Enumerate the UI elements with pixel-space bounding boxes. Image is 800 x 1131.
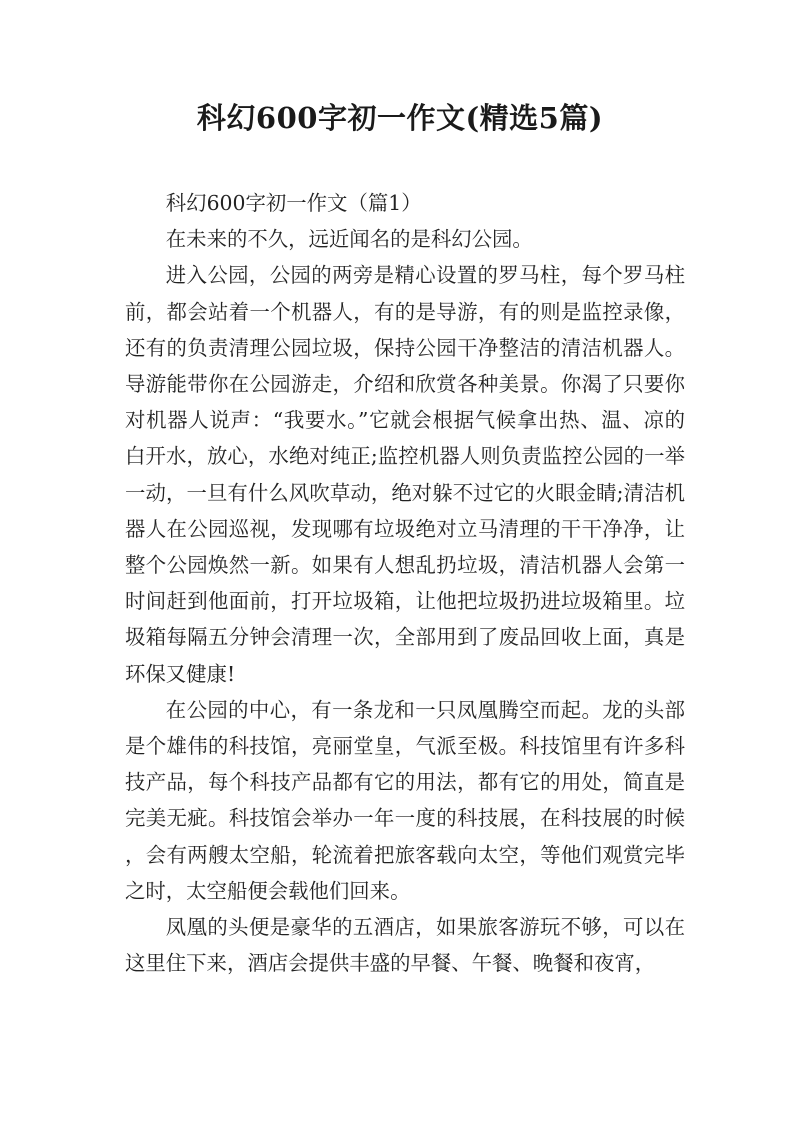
- paragraph-intro: 在未来的不久，远近闻名的是科幻公园。: [165, 227, 533, 252]
- paragraph-phoenix-hotel: 凤凰的头便是豪华的五酒店，如果旅客游玩不够，可以在这里住下来，酒店会提供丰盛的早餐、午餐、晚餐和夜宵，: [125, 915, 685, 976]
- paragraph-dragon-science-museum: 在公园的中心，有一条龙和一只凤凰腾空而起。龙的头部是个雄伟的科技馆，亮丽堂皇，气派至极。科技馆里有许多科技产品，每个科技产品都有它的用法，都有它的用处，简直是完美无疵。科技馆会举办一年一度的科技展，在科技展的时候，会有两艘太空船，轮流着把旅客载向太空，等他们观赏完毕之时，太空船便会载他们回来。: [125, 697, 685, 903]
- section-heading: 科幻600字初一作文（篇1）: [165, 191, 422, 215]
- document-body: [125, 185, 685, 981]
- document-title: 科幻600字初一作文(精选5篇): [196, 101, 604, 135]
- paragraph-park-entrance: 进入公园，公园的两旁是精心设置的罗马柱，每个罗马柱前，都会站着一个机器人，有的是导游，有的则是监控录像，还有的负责清理公园垃圾，保持公园干净整洁的清洁机器人。导游能带你在公园游走，介绍和欣赏各种美景。你渴了只要你对机器人说声：“我要水。”它就会根据气候拿出热、温、凉的白开水，放心，水绝对纯正;监控机器人则负责监控公园的一举一动，一旦有什么风吹草动，绝对躲不过它的火眼金睛;清洁机器人在公园巡视，发现哪有垃圾绝对立马清理的干干净净，让整个公园焕然一新。如果有人想乱扔垃圾，清洁机器人会第一时间赶到他面前，打开垃圾箱，让他把垃圾扔进垃圾箱里。垃圾箱每隔五分钟会清理一次，全部用到了废品回收上面，真是环保又健康!: [125, 263, 685, 686]
